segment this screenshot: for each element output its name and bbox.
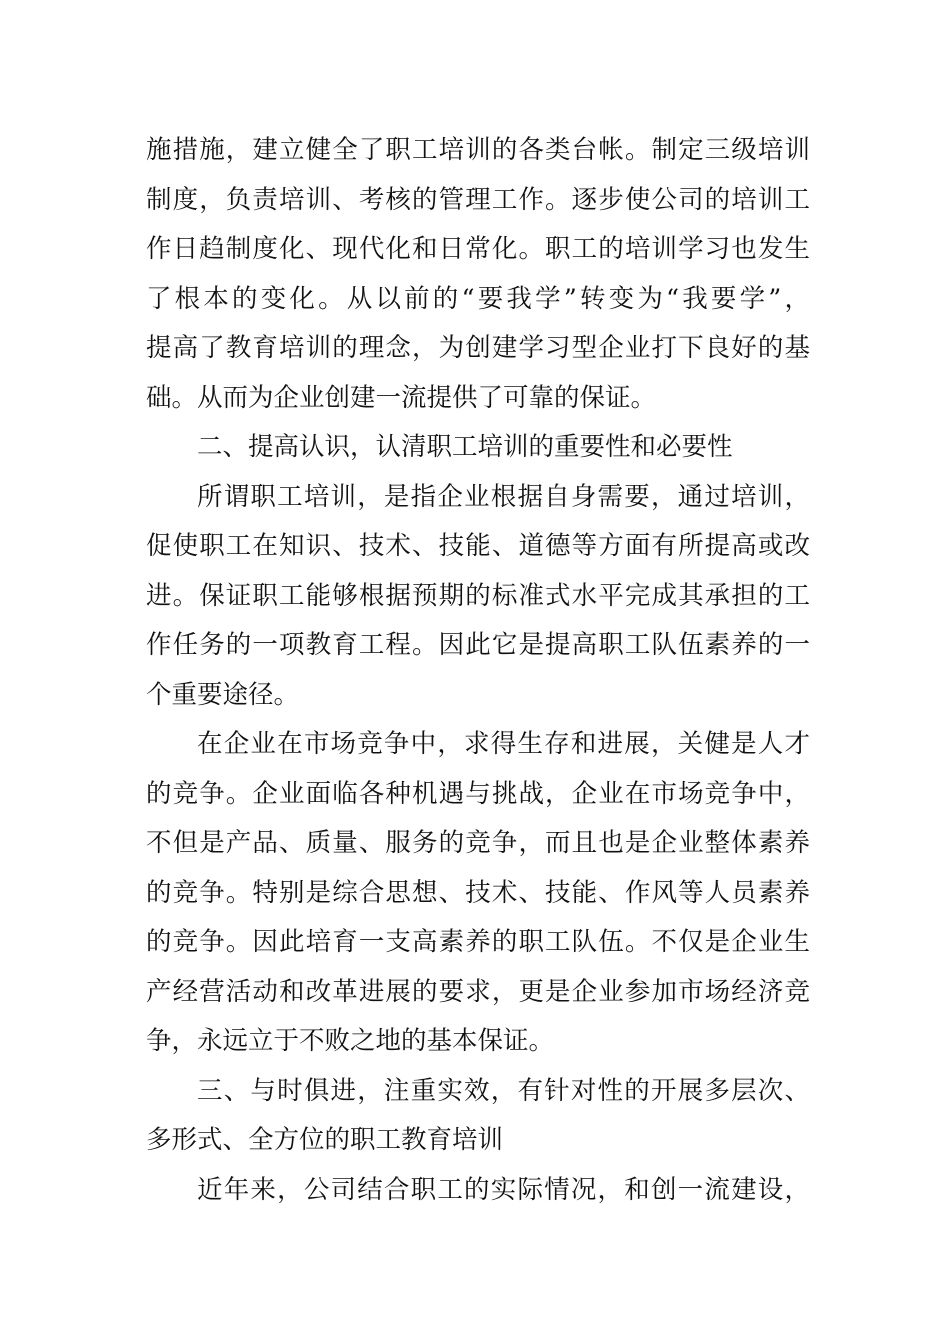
- text-line: 近年来，公司结合职工的实际情况，和创一流建设，: [197, 1174, 810, 1205]
- text-line: 作日趋制度化、现代化和日常化。职工的培训学习也发生: [146, 234, 810, 264]
- text-line: 进。保证职工能够根据预期的标准式水平完成其承担的工: [146, 580, 810, 611]
- text-line: 不但是产品、质量、服务的竞争，而且也是企业整体素养: [146, 828, 810, 858]
- text-line: 施措施，建立健全了职工培训的各类台帐。制定三级培训: [146, 135, 810, 165]
- text-line: 了根本的变化。从以前的“要我学”转变为“我要学”，: [146, 283, 810, 314]
- text-line: 作任务的一项教育工程。因此它是提高职工队伍素养的一: [146, 630, 810, 660]
- section-heading: 三、与时俱进，注重实效，有针对性的开展多层次、: [197, 1075, 810, 1106]
- text-line: 产经营活动和改革进展的要求，更是企业参加市场经济竞: [146, 976, 810, 1007]
- text-line: 础。从而为企业创建一流提供了可靠的保证。: [146, 382, 657, 413]
- body-text: [146, 126, 810, 1215]
- section-heading: 二、提高认识，认清职工培训的重要性和必要性: [197, 432, 733, 462]
- text-line: 争，永远立于不败之地的基本保证。: [146, 1026, 555, 1056]
- text-line: 的竞争。因此培育一支高素养的职工队伍。不仅是企业生: [146, 927, 810, 957]
- text-line: 在企业在市场竞争中，求得生存和进展，关健是人才: [197, 729, 810, 759]
- text-line: 促使职工在知识、技术、技能、道德等方面有所提高或改: [146, 531, 810, 561]
- section-heading: 多形式、全方位的职工教育培训: [146, 1125, 504, 1155]
- text-line: 提高了教育培训的理念，为创建学习型企业打下良好的基: [146, 333, 810, 363]
- text-line: 的竞争。特别是综合思想、技术、技能、作风等人员素养: [146, 877, 810, 908]
- text-line: 个重要途径。: [146, 679, 300, 710]
- text-line: 的竞争。企业面临各种机遇与挑战，企业在市场竞争中，: [146, 778, 810, 809]
- text-line: 所谓职工培训，是指企业根据自身需要，通过培训，: [197, 481, 810, 512]
- text-line: 制度，负责培训、考核的管理工作。逐步使公司的培训工: [146, 184, 810, 215]
